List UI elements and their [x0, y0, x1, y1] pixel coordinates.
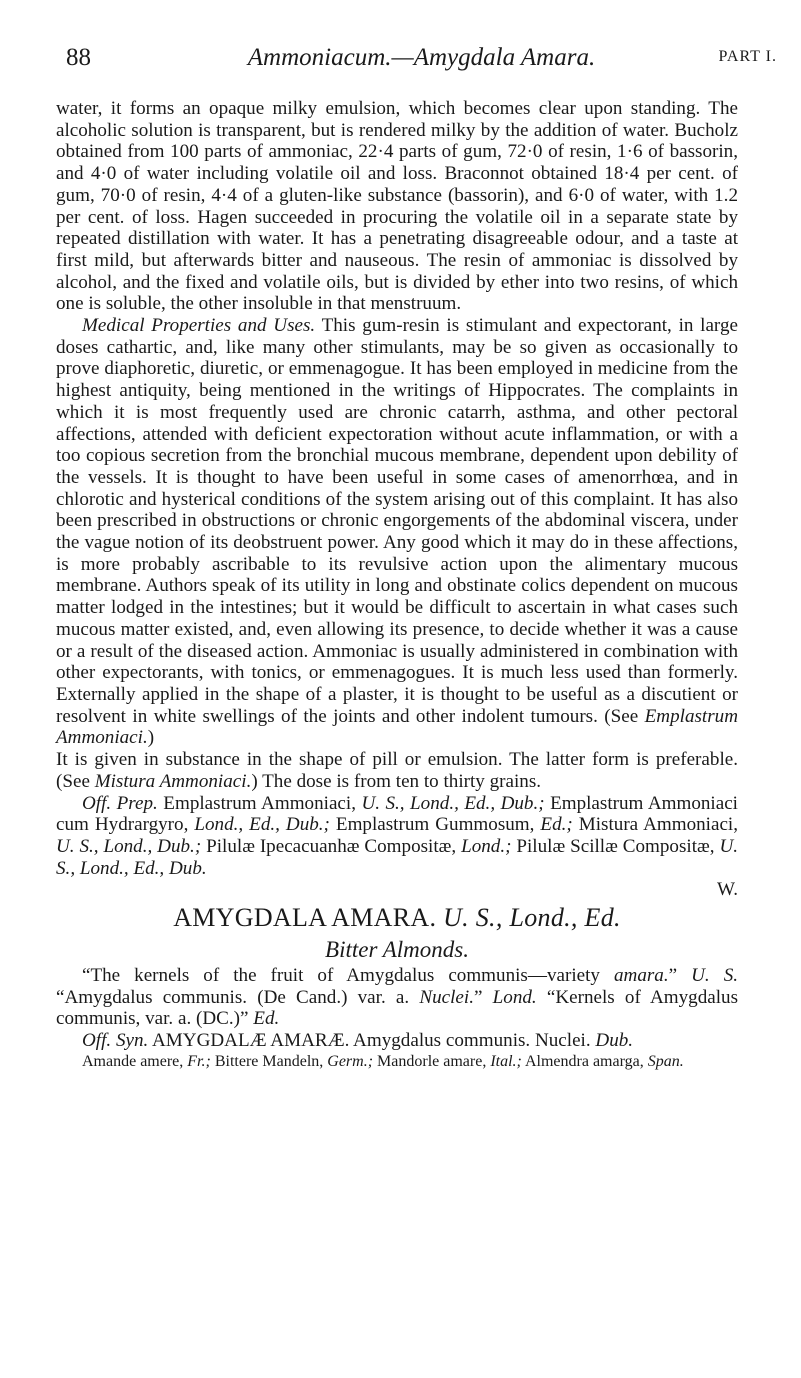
page-body	[56, 98, 738, 1071]
cross-reference: Emplastrum Ammoniaci.	[56, 705, 738, 749]
article-heading-refs: U. S., Lond., Ed.	[443, 903, 621, 933]
medical-properties-paragraph: Medical Properties and Uses. This gum-resin is stimulant and expectorant, in large doses cathartic, and, like many other stimulants, may be so given as occasionally to prove diaphoretic, diuretic, or emmenagogue. It has been employed in medicine from the highest antiquity, being mentioned in the writings of Hippocrates. The complaints in which it is most frequently used are chronic catarrh, asthma, and other pectoral affections, attended with deficient expectoration without acute inflammation, or with a too copious secretion from the bronchial mucous membrane, dependent upon debility of the vessels. It is thought to have been useful in some cases of amenorrhœa, and in chlorotic and hysterical conditions of the system arising out of this complaint. It has also been prescribed in obstructions or chronic engorgements of the abdominal viscera, under the vague notion of its deobstruent power. Any good which it may do in these affections, is more probably ascribable to its revulsive action upon the alimentary mucous membrane. Authors speak of its utility in long and obstinate colics dependent on mucous matter lodged in the intestines; but it would be difficult to ascertain in what cases such mucous matter existed, and, even allowing its presence, to decide whether it was a cause or a result of the diseased action. Ammoniac is usually administered in combination with other expectorants, with tonics, or emmenagogues. It is much less used than formerly. Externally applied in the shape of a plaster, it is thought to be useful as a discutient or resolvent in white swellings of the joints and other indolent tumours. (See Emplastrum Ammoniaci.)	[56, 315, 738, 749]
running-head	[66, 44, 777, 80]
off-prep-label: Off. Prep.	[82, 792, 158, 814]
off-syn-label: Off. Syn.	[82, 1030, 149, 1052]
cross-reference: Mistura Ammoniaci.	[94, 770, 252, 792]
official-definitions: “The kernels of the fruit of Amygdalus communis—variety amara.” U. S. “Amygdalus communis. (De Cand.) var. a. Nuclei.” Lond. “Kernels of Amygdalus communis, var. a. (DC.)” Ed.	[56, 965, 739, 1030]
officinal-preparations: Off. Prep. Emplastrum Ammoniaci, U. S., Lond., Ed., Dub.; Emplastrum Ammoniaci cum Hydrargyro, Lond., Ed., Dub.; Emplastrum Gummosum, Ed.; Mistura Ammoniaci, U. S., Lond., Dub.; Pilulæ Ipecacuanhæ Compositæ, Lond.; Pilulæ Scillæ Compositæ, U. S., Lond., Ed., Dub.	[56, 792, 739, 879]
continuation-paragraph: water, it forms an opaque milky emulsion, which becomes clear upon standing. The alcoholic solution is transparent, but is rendered milky by the addition of water. Bucholz obtained from 100 parts of ammoniac, 22·4 parts of gum, 72·0 of resin, 1·6 of bassorin, and 4·0 of water including volatile oil and loss. Braconnot obtained 18·4 per cent. of gum, 70·0 of resin, 4·4 of a gluten-like substance (bassorin), and 6·0 of water, with 1.2 per cent. of loss. Hagen succeeded in procuring the volatile oil in a separate state by repeated distillation with water. It has a penetrating disagreeable odour, and a taste at first mild, but afterwards bitter and nauseous. The resin of ammoniac is dissolved by alcohol, and the fixed and volatile oils, but is divided by ether into two resins, of which one is soluble, the other insoluble in that menstruum.	[56, 98, 738, 315]
running-title: Ammoniacum.—Amygdala Amara.	[247, 44, 596, 71]
part-label: PART I.	[718, 48, 777, 65]
dosage-paragraph: It is given in substance in the shape of pill or emulsion. The latter form is preferable. (See Mistura Ammoniaci.) The dose is from ten to thirty grains.	[56, 749, 738, 792]
page-number: 88	[66, 44, 91, 71]
medical-properties-heading: Medical Properties and Uses.	[82, 315, 316, 337]
author-signature: W.	[716, 879, 738, 901]
article-heading: AMYGDALA AMARA. U. S., Lond., Ed.	[173, 903, 621, 933]
article-subheading: Bitter Almonds.	[325, 937, 469, 963]
foreign-names: Amande amere, Fr.; Bittere Mandeln, Germ.; Mandorle amare, Ital.; Almendra amarga, Span.	[82, 1052, 684, 1070]
officinal-synonyms: Off. Syn. AMYGDALÆ AMARÆ. Amygdalus communis. Nuclei. Dub.	[82, 1030, 634, 1052]
